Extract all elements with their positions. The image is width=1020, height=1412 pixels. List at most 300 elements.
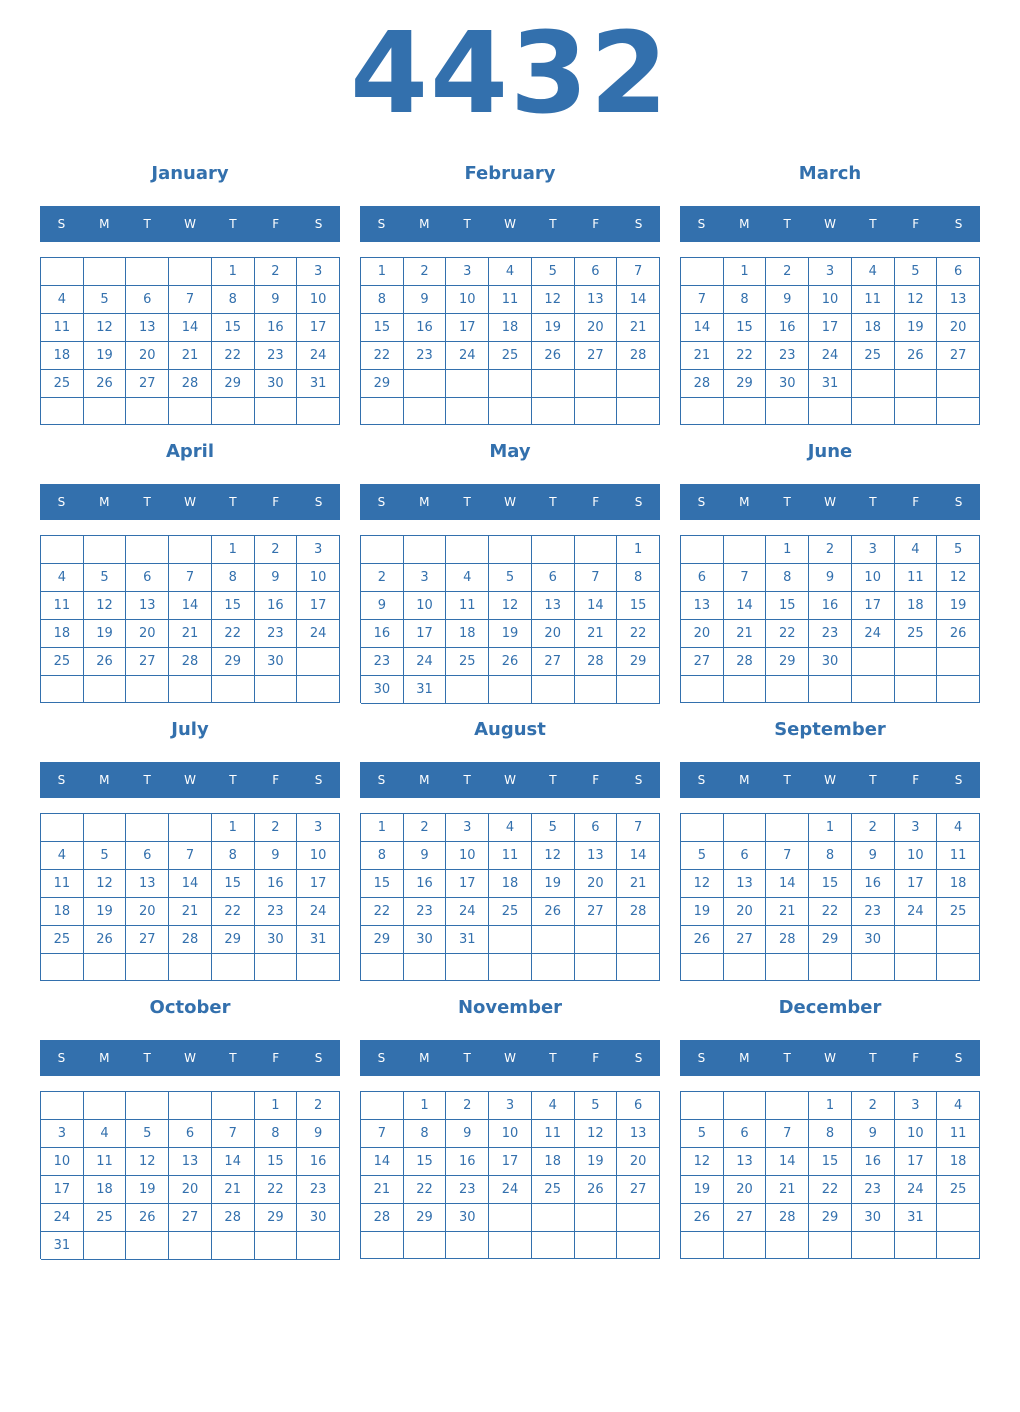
day-cell: 15 [766, 592, 809, 620]
day-cell: 2 [361, 564, 404, 592]
day-cell: 8 [766, 564, 809, 592]
weekday-label: S [377, 1051, 386, 1065]
day-cell [617, 926, 660, 954]
weekday-header [360, 762, 660, 798]
day-cell [895, 954, 938, 981]
day-cell: 15 [361, 870, 404, 898]
weekday-label: F [912, 217, 920, 231]
day-cell: 28 [617, 898, 660, 926]
day-cell: 6 [681, 564, 724, 592]
day-cell: 11 [84, 1148, 127, 1176]
day-cell: 11 [937, 1120, 980, 1148]
day-cell: 20 [532, 620, 575, 648]
day-cell: 2 [809, 536, 852, 564]
weekday-label: M [99, 495, 110, 509]
day-cell: 30 [255, 370, 298, 398]
day-cell: 2 [766, 258, 809, 286]
day-cell: 31 [41, 1232, 84, 1260]
day-cell: 24 [297, 342, 340, 370]
day-cell: 23 [809, 620, 852, 648]
day-cell: 23 [297, 1176, 340, 1204]
day-cell [255, 1232, 298, 1260]
day-cell: 26 [84, 370, 127, 398]
day-cell [169, 1232, 212, 1260]
weekday-label: W [184, 217, 196, 231]
day-cell: 4 [937, 1092, 980, 1120]
day-cell: 8 [404, 1120, 447, 1148]
day-cell [126, 398, 169, 425]
day-cell: 17 [852, 592, 895, 620]
day-cell: 3 [809, 258, 852, 286]
day-cell: 14 [169, 314, 212, 342]
day-cell: 7 [169, 564, 212, 592]
day-cell: 24 [852, 620, 895, 648]
day-cell [852, 648, 895, 676]
day-cell [169, 536, 212, 564]
day-cell: 20 [937, 314, 980, 342]
day-cell [126, 954, 169, 981]
day-cell: 28 [169, 648, 212, 676]
day-cell: 14 [617, 842, 660, 870]
weekday-label: M [99, 217, 110, 231]
day-cell: 21 [724, 620, 767, 648]
day-cell [852, 1232, 895, 1259]
day-cell: 28 [575, 648, 618, 676]
day-cell: 16 [766, 314, 809, 342]
day-cell: 13 [575, 842, 618, 870]
day-cell: 11 [41, 870, 84, 898]
day-cell: 4 [489, 258, 532, 286]
day-cell: 16 [255, 870, 298, 898]
day-cell [446, 536, 489, 564]
day-cell: 15 [212, 870, 255, 898]
weekday-label: S [954, 773, 963, 787]
day-cell: 13 [575, 286, 618, 314]
day-cell: 5 [895, 258, 938, 286]
day-cell [41, 954, 84, 981]
day-cell: 7 [766, 842, 809, 870]
day-cell: 4 [895, 536, 938, 564]
weekday-label: S [954, 495, 963, 509]
month-name: January [151, 163, 229, 184]
day-cell: 5 [937, 536, 980, 564]
day-cell [681, 1232, 724, 1259]
day-cell: 3 [895, 1092, 938, 1120]
day-cell [809, 398, 852, 425]
day-cell [575, 926, 618, 954]
day-cell: 5 [84, 286, 127, 314]
day-cell: 8 [212, 842, 255, 870]
day-cell: 7 [361, 1120, 404, 1148]
day-cell: 12 [532, 842, 575, 870]
day-cell [809, 676, 852, 703]
day-cell: 24 [895, 898, 938, 926]
weekday-label: S [57, 773, 66, 787]
day-cell: 10 [895, 1120, 938, 1148]
day-cell: 2 [255, 814, 298, 842]
days-grid [680, 257, 980, 425]
day-cell: 14 [212, 1148, 255, 1176]
weekday-header [680, 1040, 980, 1076]
weekday-label: S [314, 773, 323, 787]
day-cell [41, 1092, 84, 1120]
weekday-label: W [504, 773, 516, 787]
day-cell: 29 [212, 370, 255, 398]
month-name: February [464, 163, 556, 184]
weekday-label: S [697, 217, 706, 231]
weekday-label: F [272, 217, 280, 231]
weekday-label: S [634, 217, 643, 231]
weekday-label: S [377, 495, 386, 509]
day-cell: 26 [489, 648, 532, 676]
day-cell: 24 [41, 1204, 84, 1232]
day-cell [169, 398, 212, 425]
day-cell [532, 536, 575, 564]
day-cell: 22 [212, 342, 255, 370]
day-cell [404, 954, 447, 981]
day-cell: 1 [361, 258, 404, 286]
day-cell: 11 [532, 1120, 575, 1148]
day-cell [937, 676, 980, 703]
day-cell: 24 [297, 620, 340, 648]
day-cell: 28 [766, 1204, 809, 1232]
day-cell: 7 [617, 814, 660, 842]
day-cell [169, 1092, 212, 1120]
day-cell: 9 [255, 286, 298, 314]
day-cell: 15 [809, 870, 852, 898]
day-cell: 20 [126, 620, 169, 648]
day-cell [84, 1232, 127, 1260]
day-cell: 24 [446, 898, 489, 926]
day-cell: 12 [84, 870, 127, 898]
day-cell [895, 398, 938, 425]
day-cell [404, 1232, 447, 1259]
day-cell [937, 648, 980, 676]
weekday-header [360, 206, 660, 242]
weekday-label: T [463, 217, 471, 231]
day-cell: 28 [361, 1204, 404, 1232]
day-cell: 28 [681, 370, 724, 398]
weekday-label: M [419, 495, 430, 509]
weekday-label: F [592, 1051, 600, 1065]
day-cell: 25 [852, 342, 895, 370]
day-cell: 30 [404, 926, 447, 954]
day-cell: 19 [681, 1176, 724, 1204]
day-cell [255, 954, 298, 981]
day-cell [766, 814, 809, 842]
day-cell: 24 [809, 342, 852, 370]
day-cell: 21 [617, 870, 660, 898]
day-cell [617, 1232, 660, 1259]
day-cell [852, 954, 895, 981]
day-cell [126, 1232, 169, 1260]
weekday-header [680, 206, 980, 242]
days-grid [40, 257, 340, 425]
day-cell: 25 [489, 342, 532, 370]
days-grid [40, 1091, 340, 1259]
days-grid [360, 257, 660, 425]
day-cell: 30 [852, 1204, 895, 1232]
weekday-label: M [419, 773, 430, 787]
day-cell [937, 954, 980, 981]
day-cell [84, 1092, 127, 1120]
day-cell: 12 [532, 286, 575, 314]
day-cell [617, 1204, 660, 1232]
day-cell: 28 [766, 926, 809, 954]
month-name: September [774, 719, 886, 740]
weekday-label: S [697, 495, 706, 509]
day-cell [575, 536, 618, 564]
weekday-label: T [229, 1051, 237, 1065]
day-cell: 26 [681, 1204, 724, 1232]
day-cell: 12 [84, 314, 127, 342]
day-cell: 14 [681, 314, 724, 342]
day-cell: 25 [41, 648, 84, 676]
day-cell [532, 370, 575, 398]
weekday-label: S [954, 1051, 963, 1065]
weekday-label: W [504, 1051, 516, 1065]
weekday-label: T [869, 217, 877, 231]
day-cell: 9 [809, 564, 852, 592]
day-cell: 27 [724, 926, 767, 954]
weekday-label: T [549, 217, 557, 231]
day-cell: 8 [361, 842, 404, 870]
day-cell: 4 [446, 564, 489, 592]
day-cell: 23 [255, 898, 298, 926]
day-cell: 11 [895, 564, 938, 592]
day-cell [404, 536, 447, 564]
day-cell [575, 954, 618, 981]
day-cell: 27 [126, 648, 169, 676]
days-grid [40, 813, 340, 981]
weekday-label: T [229, 495, 237, 509]
day-cell: 12 [895, 286, 938, 314]
month-name: October [149, 997, 231, 1018]
weekday-label: S [314, 217, 323, 231]
day-cell: 7 [724, 564, 767, 592]
day-cell [212, 954, 255, 981]
day-cell [41, 676, 84, 703]
day-cell [404, 398, 447, 425]
weekday-label: W [824, 217, 836, 231]
day-cell: 1 [809, 1092, 852, 1120]
day-cell: 18 [937, 1148, 980, 1176]
day-cell: 30 [809, 648, 852, 676]
day-cell [575, 1204, 618, 1232]
day-cell: 1 [766, 536, 809, 564]
day-cell: 8 [212, 564, 255, 592]
day-cell: 22 [724, 342, 767, 370]
day-cell: 19 [84, 342, 127, 370]
day-cell: 3 [446, 258, 489, 286]
day-cell: 9 [255, 842, 298, 870]
day-cell: 3 [297, 814, 340, 842]
day-cell [724, 398, 767, 425]
day-cell: 5 [575, 1092, 618, 1120]
day-cell: 2 [255, 258, 298, 286]
weekday-header [40, 206, 340, 242]
day-cell: 14 [724, 592, 767, 620]
day-cell: 17 [446, 314, 489, 342]
day-cell: 16 [809, 592, 852, 620]
weekday-label: S [57, 495, 66, 509]
day-cell: 22 [766, 620, 809, 648]
month-name: November [457, 997, 563, 1018]
day-cell: 1 [255, 1092, 298, 1120]
day-cell: 22 [212, 898, 255, 926]
day-cell [724, 1092, 767, 1120]
day-cell [724, 536, 767, 564]
weekday-label: F [272, 1051, 280, 1065]
day-cell: 26 [84, 648, 127, 676]
day-cell: 10 [297, 842, 340, 870]
day-cell [41, 398, 84, 425]
day-cell: 12 [681, 870, 724, 898]
day-cell: 4 [84, 1120, 127, 1148]
weekday-label: T [549, 1051, 557, 1065]
day-cell: 31 [446, 926, 489, 954]
day-cell: 25 [84, 1204, 127, 1232]
day-cell: 14 [361, 1148, 404, 1176]
day-cell: 18 [489, 314, 532, 342]
day-cell: 15 [809, 1148, 852, 1176]
day-cell: 11 [41, 314, 84, 342]
day-cell: 6 [575, 814, 618, 842]
day-cell: 16 [404, 870, 447, 898]
day-cell: 17 [297, 870, 340, 898]
day-cell: 2 [404, 258, 447, 286]
weekday-label: T [869, 1051, 877, 1065]
day-cell: 19 [84, 620, 127, 648]
day-cell: 7 [766, 1120, 809, 1148]
day-cell: 6 [575, 258, 618, 286]
day-cell: 14 [169, 870, 212, 898]
day-cell [212, 1232, 255, 1260]
day-cell: 26 [126, 1204, 169, 1232]
day-cell: 21 [169, 620, 212, 648]
day-cell: 4 [937, 814, 980, 842]
days-grid [40, 535, 340, 703]
day-cell: 23 [446, 1176, 489, 1204]
day-cell [169, 258, 212, 286]
day-cell: 17 [809, 314, 852, 342]
day-cell: 21 [681, 342, 724, 370]
weekday-label: M [419, 1051, 430, 1065]
day-cell: 31 [809, 370, 852, 398]
day-cell: 3 [446, 814, 489, 842]
day-cell [532, 1204, 575, 1232]
day-cell: 26 [532, 898, 575, 926]
day-cell [255, 676, 298, 703]
weekday-label: S [634, 495, 643, 509]
days-grid [680, 813, 980, 981]
day-cell: 10 [895, 842, 938, 870]
day-cell: 5 [489, 564, 532, 592]
day-cell: 25 [41, 370, 84, 398]
day-cell: 8 [809, 842, 852, 870]
day-cell: 10 [489, 1120, 532, 1148]
weekday-label: M [739, 773, 750, 787]
weekday-label: M [739, 495, 750, 509]
day-cell: 30 [255, 648, 298, 676]
day-cell [532, 926, 575, 954]
day-cell: 27 [575, 898, 618, 926]
days-grid [360, 535, 660, 703]
day-cell: 3 [852, 536, 895, 564]
weekday-label: T [869, 773, 877, 787]
day-cell: 19 [895, 314, 938, 342]
weekday-label: W [184, 773, 196, 787]
day-cell [575, 398, 618, 425]
day-cell: 27 [169, 1204, 212, 1232]
weekday-label: W [824, 1051, 836, 1065]
day-cell [255, 398, 298, 425]
day-cell: 18 [532, 1148, 575, 1176]
day-cell: 29 [617, 648, 660, 676]
day-cell: 11 [489, 842, 532, 870]
day-cell: 5 [532, 814, 575, 842]
day-cell: 23 [404, 898, 447, 926]
days-grid [680, 535, 980, 703]
day-cell [489, 676, 532, 704]
weekday-header [680, 762, 980, 798]
weekday-label: T [143, 773, 151, 787]
day-cell: 17 [895, 870, 938, 898]
day-cell [446, 1232, 489, 1259]
day-cell [361, 954, 404, 981]
day-cell: 27 [724, 1204, 767, 1232]
weekday-label: T [463, 773, 471, 787]
day-cell [297, 954, 340, 981]
day-cell: 1 [212, 814, 255, 842]
day-cell: 20 [724, 898, 767, 926]
weekday-label: T [143, 1051, 151, 1065]
day-cell: 20 [575, 870, 618, 898]
day-cell: 4 [41, 286, 84, 314]
day-cell [297, 648, 340, 676]
day-cell: 26 [937, 620, 980, 648]
day-cell: 7 [169, 286, 212, 314]
day-cell: 23 [361, 648, 404, 676]
day-cell: 27 [532, 648, 575, 676]
day-cell: 21 [169, 898, 212, 926]
day-cell [41, 814, 84, 842]
day-cell: 21 [169, 342, 212, 370]
day-cell [126, 676, 169, 703]
weekday-label: S [314, 495, 323, 509]
day-cell: 22 [361, 342, 404, 370]
day-cell: 6 [617, 1092, 660, 1120]
weekday-header [680, 484, 980, 520]
day-cell [41, 536, 84, 564]
day-cell: 8 [212, 286, 255, 314]
day-cell: 8 [255, 1120, 298, 1148]
day-cell: 30 [297, 1204, 340, 1232]
day-cell: 4 [532, 1092, 575, 1120]
day-cell [489, 1204, 532, 1232]
day-cell: 14 [766, 870, 809, 898]
day-cell: 27 [575, 342, 618, 370]
day-cell: 10 [297, 564, 340, 592]
day-cell: 28 [169, 370, 212, 398]
day-cell: 9 [766, 286, 809, 314]
day-cell: 6 [724, 842, 767, 870]
weekday-label: M [99, 1051, 110, 1065]
day-cell: 7 [617, 258, 660, 286]
day-cell: 3 [404, 564, 447, 592]
day-cell [895, 926, 938, 954]
day-cell: 26 [681, 926, 724, 954]
